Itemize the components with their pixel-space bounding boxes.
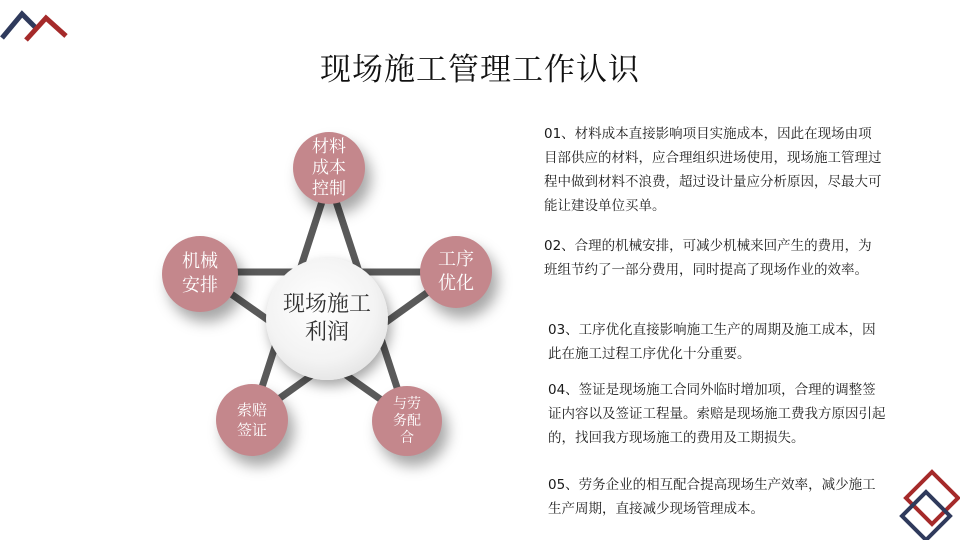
center-profit-node [266, 258, 388, 380]
point-4-text: 04、签证是现场施工合同外临时增加项，合理的调整签证内容以及签证工程量。索赔是现场施工费我方原因引起的，找回我方现场施工的费用及工期损失。 [548, 382, 886, 446]
profit-star-diagram [150, 120, 474, 470]
node-material-cost [293, 132, 365, 204]
center-label: 现场施工 利润 [282, 292, 371, 345]
point-3-text: 03、工序优化直接影响施工生产的周期及施工成本，因此在施工过程工序优化十分重要。 [548, 322, 876, 362]
page-title: 现场施工管理工作认识 [320, 52, 640, 88]
point-2-text: 02、合理的机械安排，可减少机械来回产生的费用，为班组节约了一部分费用，同时提高了现场作业的效率。 [544, 238, 872, 278]
node-label: 索赔 签证 [236, 401, 267, 439]
node-label: 工序 优化 [438, 249, 474, 294]
node-claim-visa [216, 384, 288, 456]
point-1-text: 01、材料成本直接影响项目实施成本，因此在现场由项目部供应的材料，应合理组织进场使用，现场施工管理过程中做到材料不浪费，超过设计量应分析原因，尽最大可能让建设单位买单。 [544, 126, 882, 214]
node-process-optimization [420, 236, 492, 308]
node-labor-cooperation [372, 386, 442, 456]
node-machine-arrangement [162, 236, 238, 312]
node-label: 材料 成本 控制 [312, 136, 346, 199]
corner-diamond-icon [890, 466, 960, 540]
node-label: 与劳 务配 合 [393, 395, 421, 446]
node-label: 机械 安排 [182, 251, 218, 296]
point-5-text: 05、劳务企业的相互配合提高现场生产效率，减少施工生产周期，直接减少现场管理成本。 [548, 477, 876, 517]
logo-mountain-icon [0, 0, 80, 50]
